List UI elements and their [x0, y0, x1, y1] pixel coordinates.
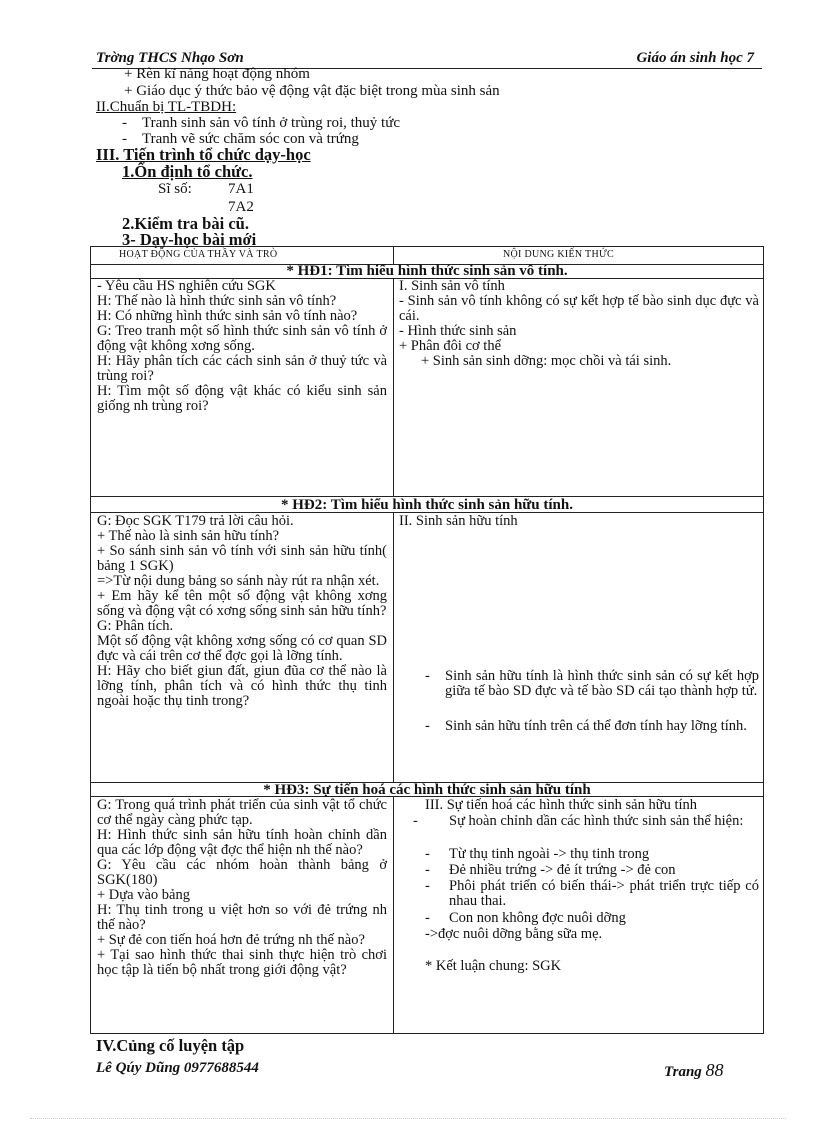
hd3-left-line: + Dựa vào bảng: [97, 887, 190, 903]
objective-attitude: + Giáo dục ý thức bảo vệ động vật đặc biệt trong mùa sinh sản: [124, 83, 500, 99]
hd2-left-line: + Thế nào là sinh sản hữu tính?: [97, 528, 280, 544]
hd3-left-line: H: Hình thức sinh sản hữu tính hoàn chỉnh dần qua các lớp động vật đợc thể hiện nh thế nào?: [97, 827, 387, 858]
hd3-left-line: H: Thụ tinh trong u việt hơn so với đẻ trứng nh thế nào?: [97, 902, 387, 933]
hd3-left-line: G: Yêu cầu các nhóm hoàn thành bảng ở SGK(180): [97, 857, 387, 888]
hd3-left-line: G: Trong quá trình phát triển của sinh vật tổ chức cơ thể ngày càng phức tạp.: [97, 797, 387, 828]
hd1-left-line: H: Thế nào là hình thức sinh sản vô tính?: [97, 293, 337, 309]
column-header-left: HOẠT ĐỘNG CỦA THẦY VÀ TRÒ: [119, 249, 278, 260]
hd1-knowledge: [399, 279, 759, 369]
column-header-right: NỘI DUNG KIẾN THỨC: [503, 249, 615, 260]
siso-label: Sĩ số:: [158, 181, 192, 197]
hd2-left-line: Một số động vật không xơng sống có cơ quan SD đực và cái trên cơ thể đợc gọi là lỡng tính.: [97, 633, 387, 664]
bullet-dash: -: [425, 668, 430, 684]
bullet-dash: -: [425, 878, 430, 894]
hd3-knowledge-item: Sự hoàn chỉnh dần các hình thức sinh sản thể hiện:: [449, 813, 744, 829]
process-title: III. Tiến trình tổ chức dạy-học: [96, 145, 311, 164]
hd1-left-line: H: Hãy phân tích các cách sinh sản ở thuỷ tức và trùng roi?: [97, 353, 387, 384]
hd2-teacher-activities: [97, 514, 387, 709]
hd1-left-line: - Yêu cầu HS nghiên cứu SGK: [97, 278, 276, 294]
class-7a2: 7A2: [228, 199, 254, 215]
hd1-left-line: H: Có những hình thức sinh sản vô tính nào?: [97, 308, 358, 324]
preparation-item-text: Tranh sinh sản vô tính ở trùng roi, thuỷ tức: [142, 115, 401, 131]
hd2-left-line: + Em hãy kể tên một số động vật không xơng sống và động vật có xơng sống sinh sản hữu tính?: [97, 588, 387, 619]
hd1-teacher-activities: [97, 279, 387, 414]
hd1-right-line: - Hình thức sinh sản: [399, 323, 517, 339]
hd3-left-line: + Tại sao hình thức thai sinh thực hiện trò chơi học tập là tiến bộ nhất trong giới động vật?: [97, 947, 387, 978]
class-7a1: 7A1: [228, 181, 254, 197]
hd2-knowledge-title: II. Sinh sản hữu tính: [399, 513, 518, 529]
column-divider: [393, 512, 394, 782]
hd1-right-line: I. Sinh sản vô tính: [399, 278, 505, 294]
check-heading: 2.Kiểm tra bài cũ.: [122, 214, 249, 233]
column-divider: [393, 247, 394, 264]
hd2-left-line: G: Phân tích.: [97, 618, 174, 634]
bullet-dash: -: [425, 910, 430, 926]
footer-author: Lê Qúy Dũng 0977688544: [96, 1060, 259, 1076]
bullet-dash: -: [425, 862, 430, 878]
bullet-dash: -: [413, 813, 418, 829]
footer-page: [664, 1060, 724, 1081]
bullet-dash: -: [425, 718, 430, 734]
page-number: 88: [705, 1060, 724, 1080]
hd2-left-line: + So sánh sinh sản vô tính với sinh sản hữu tính( bảng 1 SGK): [97, 543, 387, 574]
column-divider: [393, 278, 394, 496]
hd2-left-line: =>Từ nội dung bảng so sánh này rút ra nhận xét.: [97, 573, 380, 589]
hd2-knowledge-item: Sinh sản hữu tính là hình thức sinh sản có sự kết hợp giữa tế bào SD đực và tế bào SD cái tạo thành hợp tử.: [445, 668, 759, 699]
preparation-item: - Tranh vẽ sức chăm sóc con và trứng: [122, 131, 359, 147]
hd3-knowledge-item: Con non không đợc nuôi dỡng: [449, 910, 626, 926]
hd2-knowledge-item: Sinh sản hữu tính trên cá thể đơn tính hay lỡng tính.: [445, 718, 747, 734]
lesson-table: [90, 246, 764, 1034]
column-divider: [393, 796, 394, 1034]
hd3-left-line: + Sự đẻ con tiến hoá hơn đẻ trứng nh thế nào?: [97, 932, 365, 948]
hd3-knowledge-item: Đẻ nhiều trứng -> đẻ ít trứng -> đẻ con: [449, 862, 676, 878]
page-label: Trang: [664, 1064, 702, 1080]
hd3-knowledge-item: Từ thụ tinh ngoài -> thụ tinh trong: [449, 846, 650, 862]
hd3-knowledge-title: III. Sự tiến hoá các hình thức sinh sản hữu tính: [425, 797, 698, 813]
preparation-item: - Tranh sinh sản vô tính ở trùng roi, thuỷ tức: [122, 115, 401, 131]
teach-heading: 3- Dạy-học bài mới: [122, 230, 257, 249]
bottom-divider: [30, 1118, 786, 1119]
subject-title: Giáo án sinh học 7: [636, 50, 754, 66]
stabilize-heading: 1.Ổn định tổ chức.: [122, 162, 253, 181]
hd3-teacher-activities: [97, 798, 387, 978]
hd3-conclusion: * Kết luận chung: SGK: [425, 958, 562, 974]
hd1-left-line: G: Treo tranh một số hình thức sinh sản vô tính ở động vật không xơng sống.: [97, 323, 387, 354]
hd1-right-line: + Sinh sản sinh dỡng: mọc chồi và tái sinh.: [421, 353, 672, 369]
hd1-title: * HĐ1: Tìm hiểu hình thức sinh sản vô tính.: [286, 263, 568, 279]
hd3-knowledge-item: Phôi phát triển có biến thái-> phát triển trực tiếp có nhau thai.: [449, 878, 759, 909]
school-name: Trờng THCS Nhạo Sơn: [96, 50, 244, 66]
hd1-right-line: + Phân đôi cơ thể: [399, 338, 502, 354]
preparation-title: II.Chuẩn bị TL-TBDH:: [96, 99, 237, 115]
hd2-left-line: G: Đọc SGK T179 trả lời câu hỏi.: [97, 513, 294, 529]
bullet-dash: -: [425, 846, 430, 862]
hd2-left-line: H: Hãy cho biết giun đất, giun đũa cơ thể nào là lỡng tính, phân tích và có hình thức thụ tinh ngoài hoặc thụ tinh trong?: [97, 663, 387, 709]
hd3-title: * HĐ3: Sự tiến hoá các hình thức sinh sản hữu tính: [263, 782, 591, 798]
hd3-knowledge-after: ->đợc nuôi dỡng bằng sữa mẹ.: [425, 926, 603, 942]
hd2-title: * HĐ2: Tìm hiểu hình thức sinh sản hữu tính.: [281, 497, 573, 513]
objective-skill: + Rèn kĩ năng hoạt động nhóm: [124, 66, 310, 82]
hd1-left-line: H: Tìm một số động vật khác có kiểu sinh sản giống nh trùng roi?: [97, 383, 387, 414]
preparation-item-text: Tranh vẽ sức chăm sóc con và trứng: [142, 131, 359, 147]
hd1-right-line: - Sinh sản vô tính không có sự kết hợp tế bào sinh dục đực và cái.: [399, 293, 759, 324]
section-consolidation: IV.Củng cố luyện tập: [96, 1036, 245, 1055]
